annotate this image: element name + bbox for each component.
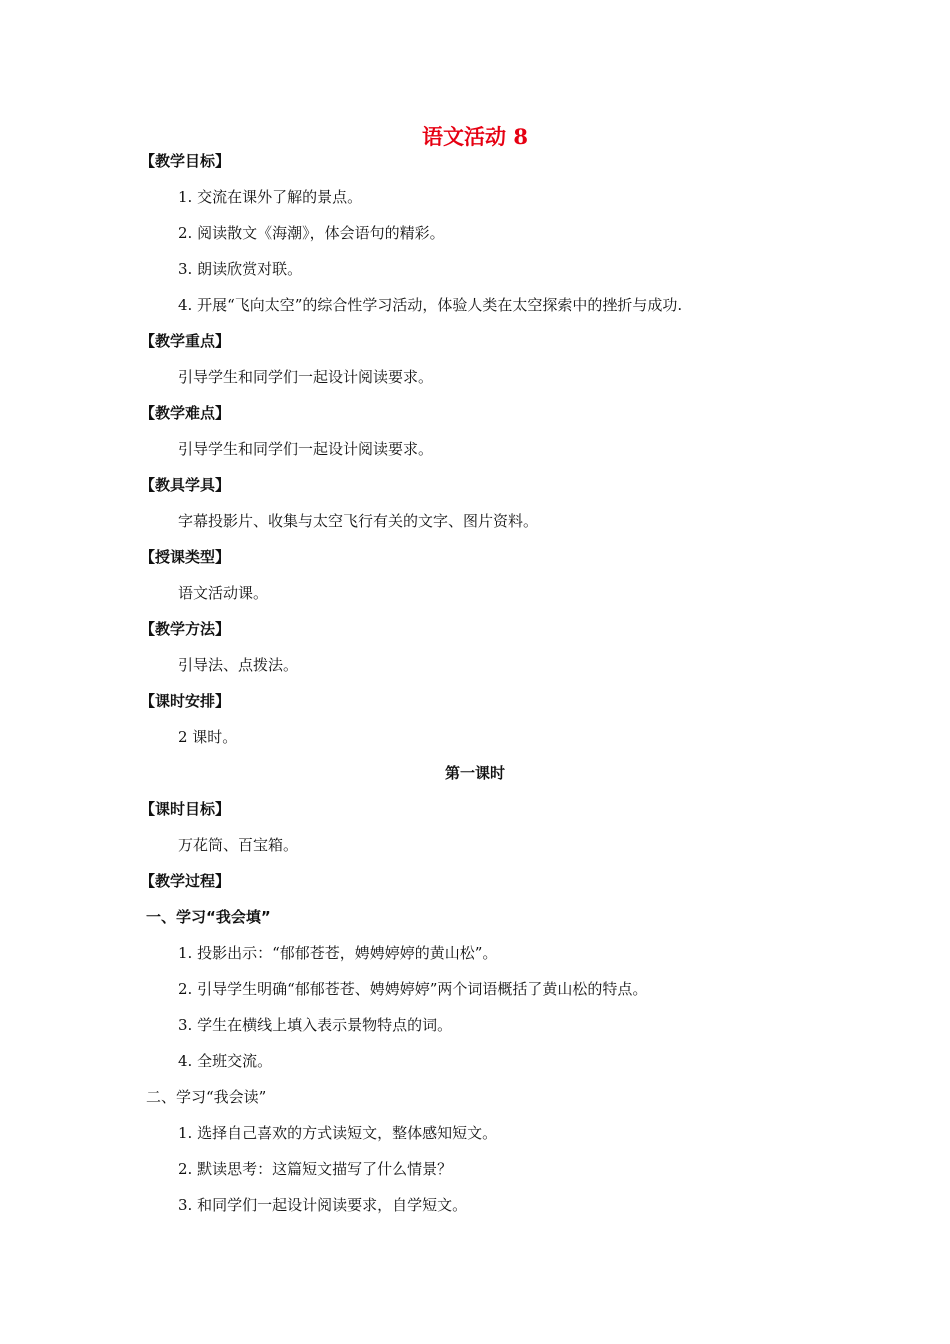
schedule-text: 2 课时。 bbox=[178, 728, 238, 746]
part1-step: 1. 投影出示：“郁郁苍苍，娉娉婷婷的黄山松”。 bbox=[178, 944, 498, 962]
part2-step: 3. 和同学们一起设计阅读要求，自学短文。 bbox=[178, 1196, 468, 1214]
schedule-heading: 【课时安排】 bbox=[140, 692, 231, 710]
part1-step: 2. 引导学生明确“郁郁苍苍、娉娉婷婷”两个词语概括了黄山松的特点。 bbox=[178, 980, 648, 998]
part1-step: 4. 全班交流。 bbox=[178, 1052, 273, 1070]
part1-step: 3. 学生在横线上填入表示景物特点的词。 bbox=[178, 1016, 453, 1034]
lesson-goal-text: 万花筒、百宝箱。 bbox=[178, 836, 299, 854]
part1-heading: 一、学习“我会填” bbox=[146, 908, 271, 926]
part2-heading: 二、学习“我会读” bbox=[146, 1088, 267, 1106]
difficult-text: 引导学生和同学们一起设计阅读要求。 bbox=[178, 440, 434, 458]
type-heading: 【授课类型】 bbox=[140, 548, 231, 566]
key-text: 引导学生和同学们一起设计阅读要求。 bbox=[178, 368, 434, 386]
tools-heading: 【教具学具】 bbox=[140, 476, 231, 494]
tools-text: 字幕投影片、收集与太空飞行有关的文字、图片资料。 bbox=[178, 512, 539, 530]
part2-step: 1. 选择自己喜欢的方式读短文，整体感知短文。 bbox=[178, 1124, 498, 1142]
goal-item: 4. 开展“飞向太空”的综合性学习活动，体验人类在太空探索中的挫折与成功. bbox=[178, 296, 683, 314]
lesson-title: 第一课时 bbox=[444, 764, 505, 782]
goal-item: 1. 交流在课外了解的景点。 bbox=[178, 188, 363, 206]
goal-item: 2. 阅读散文《海潮》，体会语句的精彩。 bbox=[178, 224, 445, 242]
process-heading: 【教学过程】 bbox=[140, 872, 231, 890]
method-text: 引导法、点拨法。 bbox=[178, 656, 299, 674]
lesson-goal-heading: 【课时目标】 bbox=[140, 800, 231, 818]
goals-heading: 【教学目标】 bbox=[140, 152, 231, 170]
goal-item: 3. 朗读欣赏对联。 bbox=[178, 260, 303, 278]
method-heading: 【教学方法】 bbox=[140, 620, 231, 638]
difficult-heading: 【教学难点】 bbox=[140, 404, 231, 422]
part2-step: 2. 默读思考：这篇短文描写了什么情景？ bbox=[178, 1160, 453, 1178]
document-title: 语文活动 8 bbox=[422, 124, 528, 149]
key-heading: 【教学重点】 bbox=[140, 332, 231, 350]
type-text: 语文活动课。 bbox=[178, 584, 269, 602]
